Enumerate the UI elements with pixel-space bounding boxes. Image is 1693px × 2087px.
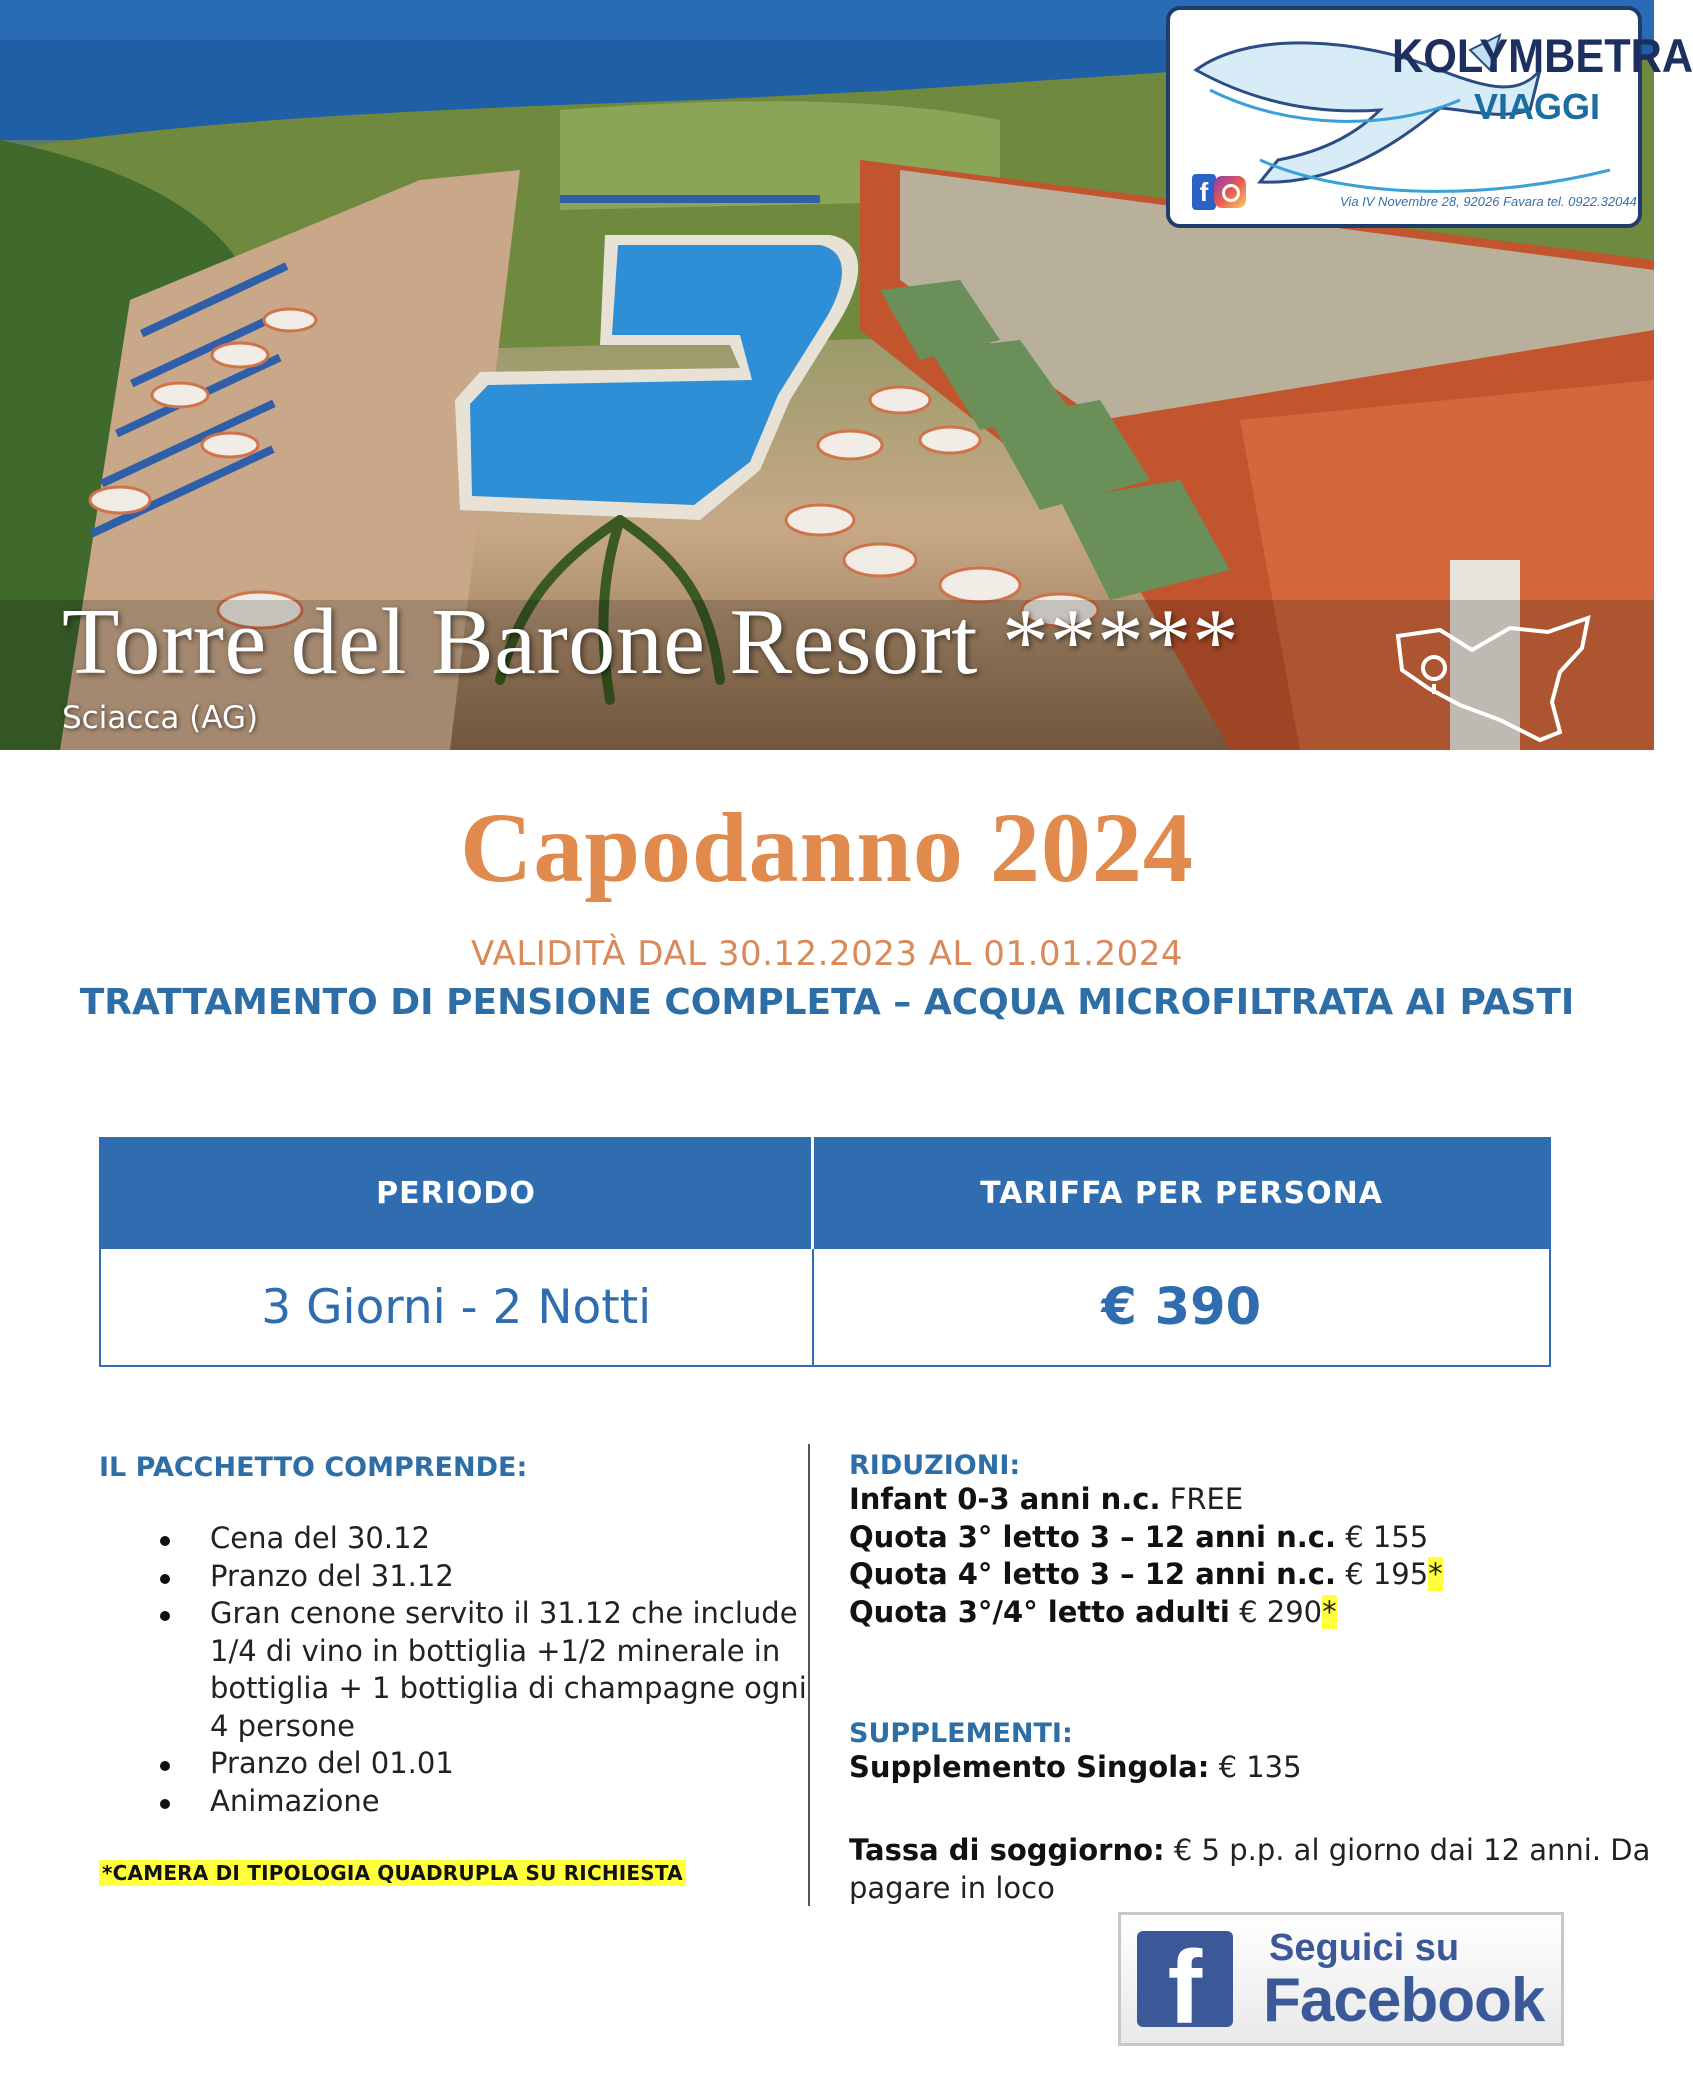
list-item: Gran cenone servito il 31.12 che include 1/4 di vino in bottiglia +1/2 minerale in bottiglia + 1 bottiglia di champagne ogni 4 persone <box>158 1595 818 1745</box>
package-list <box>158 1520 818 1820</box>
treatment-info: TRATTAMENTO DI PENSIONE COMPLETA – ACQUA MICROFILTRATA AI PASTI <box>79 982 1575 1023</box>
quad-room-note: *CAMERA DI TIPOLOGIA QUADRUPLA SU RICHIESTA <box>99 1860 686 1886</box>
reduction-value: € 290 <box>1239 1594 1323 1629</box>
reduction-row <box>849 1481 1629 1519</box>
reduction-label: Quota 3° letto 3 – 12 anni n.c. <box>849 1519 1336 1554</box>
reduction-row <box>849 1594 1629 1632</box>
tax-row <box>849 1832 1651 1870</box>
header-rate: TARIFFA PER PERSONA <box>813 1138 1551 1248</box>
facebook-brand-label: Facebook <box>1263 1966 1545 2035</box>
offer-title: Capodanno 2024 <box>460 792 1194 903</box>
reduction-star: * <box>1322 1594 1337 1629</box>
tax-label: Tassa di soggiorno: <box>849 1833 1165 1867</box>
tax-section <box>849 1832 1651 1907</box>
price-table <box>99 1137 1551 1367</box>
table-row <box>100 1248 1550 1366</box>
facebook-follow-button[interactable] <box>1118 1912 1564 2046</box>
supplements-section <box>849 1718 1629 1787</box>
period-cell: 3 Giorni - 2 Notti <box>100 1248 813 1366</box>
reduction-value: € 155 <box>1345 1519 1429 1554</box>
facebook-small-icon: f <box>1192 174 1216 210</box>
package-heading: IL PACCHETTO COMPRENDE: <box>99 1452 528 1483</box>
reduction-label: Infant 0-3 anni n.c. <box>849 1482 1161 1516</box>
agency-name: KOLYMBETRA <box>1392 29 1693 82</box>
validity-dates: VALIDITÀ DAL 30.12.2023 AL 01.01.2024 <box>471 934 1183 974</box>
reduction-label: Quota 4° letto 3 – 12 anni n.c. <box>849 1557 1336 1591</box>
agency-subtitle: VIAGGI <box>1474 86 1601 127</box>
reduction-row <box>849 1556 1629 1594</box>
agency-logo <box>1166 6 1693 228</box>
resort-location: Sciacca (AG) <box>62 700 259 736</box>
tax-value-cont: pagare in loco <box>849 1870 1055 1905</box>
supplements-heading: SUPPLEMENTI: <box>849 1718 1073 1749</box>
reductions-heading: RIDUZIONI: <box>849 1450 1021 1481</box>
reductions-section <box>849 1450 1629 1631</box>
reduction-row <box>849 1519 1629 1557</box>
facebook-follow-label: Seguici su <box>1269 1927 1460 1969</box>
facebook-icon: f <box>1137 1931 1233 2027</box>
reduction-value: FREE <box>1169 1482 1244 1516</box>
reduction-value: € 195 <box>1345 1557 1429 1591</box>
tax-value: € 5 p.p. al giorno dai 12 anni. Da <box>1173 1833 1651 1867</box>
supplement-label: Supplemento Singola: <box>849 1750 1210 1784</box>
list-item: Cena del 30.12 <box>158 1520 818 1558</box>
list-item: Pranzo del 01.01 <box>158 1745 818 1783</box>
table-header-row <box>100 1138 1550 1248</box>
instagram-icon <box>1214 176 1246 208</box>
header-period: PERIODO <box>100 1138 813 1248</box>
agency-address: Via IV Novembre 28, 92026 Favara tel. 0922.32044 <box>1340 194 1637 209</box>
resort-title: Torre del Barone Resort ***** <box>62 590 1240 694</box>
list-item: Pranzo del 31.12 <box>158 1558 818 1596</box>
supplement-value: € 135 <box>1218 1750 1302 1784</box>
column-divider <box>808 1444 810 1906</box>
reduction-star: * <box>1428 1557 1443 1591</box>
reduction-label: Quota 3°/4° letto adulti <box>849 1594 1230 1629</box>
supplement-row <box>849 1749 1629 1787</box>
price-cell: € 390 <box>813 1248 1551 1366</box>
list-item: Animazione <box>158 1783 818 1821</box>
